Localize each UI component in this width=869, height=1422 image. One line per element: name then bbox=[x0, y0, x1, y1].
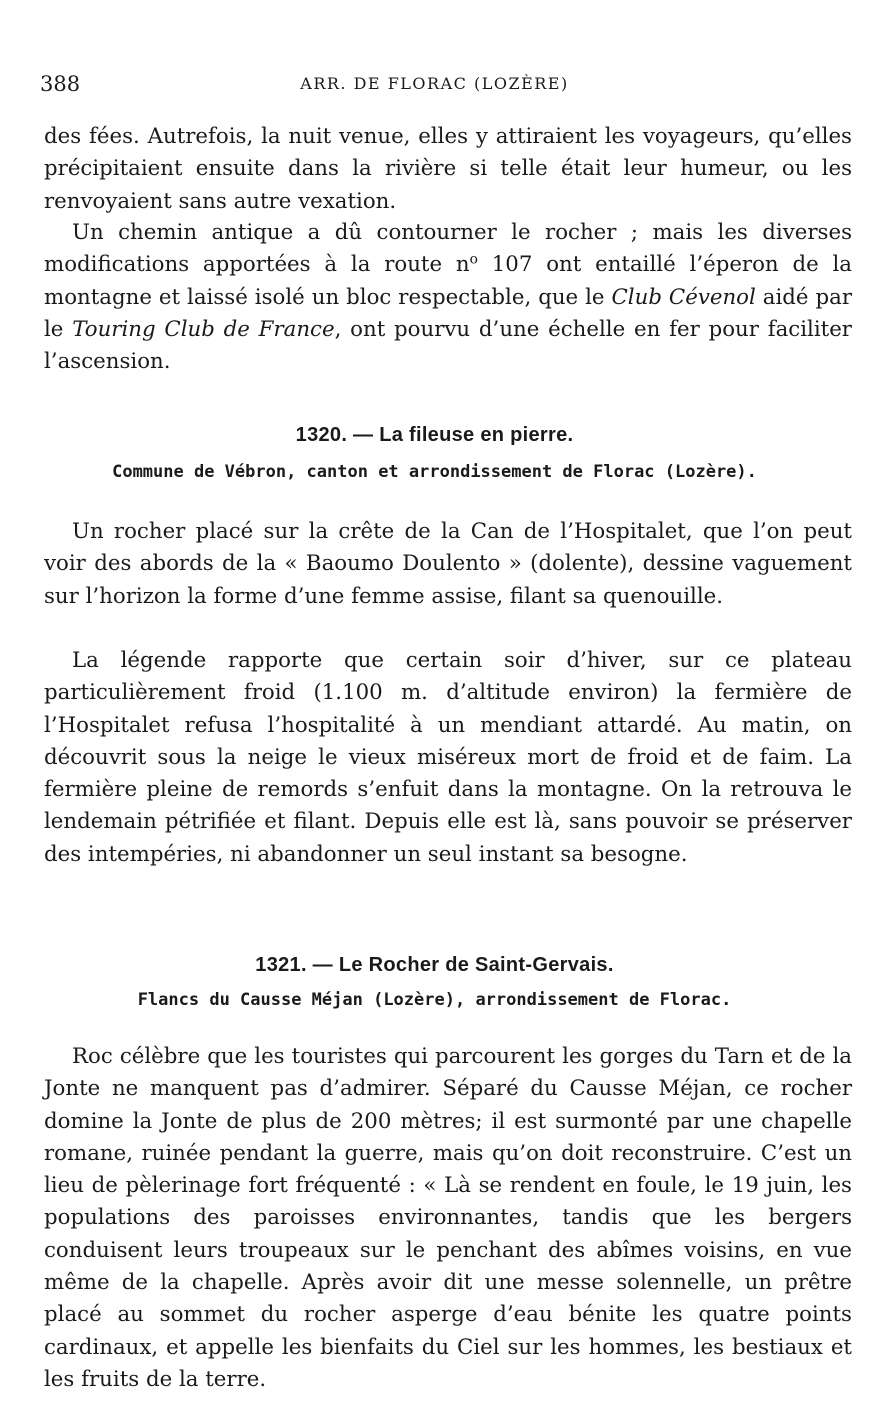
intro-paragraph-2 bbox=[44, 217, 852, 378]
running-head bbox=[0, 72, 869, 102]
entry-1320-paragraph-1: Un rocher placé sur la crête de la Can de l’Hospitalet, que l’on peut voir des abords de la « Baoumo Doulento » (dolente), dessine vaguement sur l’horizon la forme d’une femme assise, filant sa quenouille. bbox=[44, 519, 852, 609]
number-abbrev-superscript: o bbox=[469, 251, 478, 268]
running-title: ARR. DE FLORAC (LOZÈRE) bbox=[300, 74, 569, 93]
intro-paragraph-1: des fées. Autrefois, la nuit venue, elles y attiraient les voyageurs, qu’elles précipitaient ensuite dans la rivière si telle était leur humeur, ou les renvoyaient sans autre vexation. bbox=[44, 124, 852, 214]
intro-text-part-d: , ont pourvu d’une échelle en fer pour faciliter l’ascension. bbox=[44, 316, 852, 375]
touring-club-name: Touring Club de France bbox=[72, 316, 335, 342]
intro-text-part-b: 107 ont entaillé l’éperon de la montagne et laissé isolé un bloc respectable, que le bbox=[44, 252, 853, 310]
entry-1320-heading: 1320. — La fileuse en pierre. bbox=[295, 424, 574, 446]
club-cevenol-name: Club Cévenol bbox=[611, 284, 756, 310]
entry-1320-subheading: Commune de Vébron, canton et arrondissement de Florac (Lozère). bbox=[112, 462, 757, 482]
entry-1321-heading: 1321. — Le Rocher de Saint-Gervais. bbox=[255, 954, 614, 976]
intro-text-part-a: Un chemin antique a dû contourner le rocher ; mais les diverses modifications apportées à la route n bbox=[44, 220, 852, 278]
entry-1321-paragraph-1: Roc célèbre que les touristes qui parcourent les gorges du Tarn et de la Jonte ne manquent pas d’admirer. Séparé du Causse Méjan, ce rocher domine la Jonte de plus de 200 mètres; il est surmonté par une chapelle romane, ruinée pendant la guerre, mais qu’on doit reconstruire. C’est un lieu de pèlerinage fort fréquenté : « Là se rendent en foule, le 19 juin, les populations des paroisses environnantes, tandis que les bergers conduisent leurs troupeaux sur le penchant des abîmes voisins, en vue même de la chapelle. Après avoir dit une messe solennelle, un prêtre placé au sommet du rocher asperge d’eau bénite les quatre points cardinaux, et appelle les bienfaits du Ciel sur les hommes, les bestiaux et les fruits de la terre. bbox=[44, 1044, 852, 1392]
intro-text-part-c: aidé par le bbox=[44, 284, 853, 342]
entry-1320-paragraph-2: La légende rapporte que certain soir d’hiver, sur ce plateau particulièrement froid (1.100 m. d’altitude environ) la fermière de l’Hospitalet refusa l’hospitalité à un mendiant attardé. Au matin, on découvrit sous la neige le vieux miséreux mort de froid et de faim. La fermière pleine de remords s’enfuit dans la montagne. On la retrouva le lendemain pétrifiée et filant. Depuis elle est là, sans pouvoir se préserver des intempéries, ni abandonner un seul instant sa besogne. bbox=[44, 648, 852, 867]
entry-1321-subheading: Flancs du Causse Méjan (Lozère), arrondissement de Florac. bbox=[137, 990, 732, 1010]
page-number: 388 bbox=[40, 72, 81, 96]
